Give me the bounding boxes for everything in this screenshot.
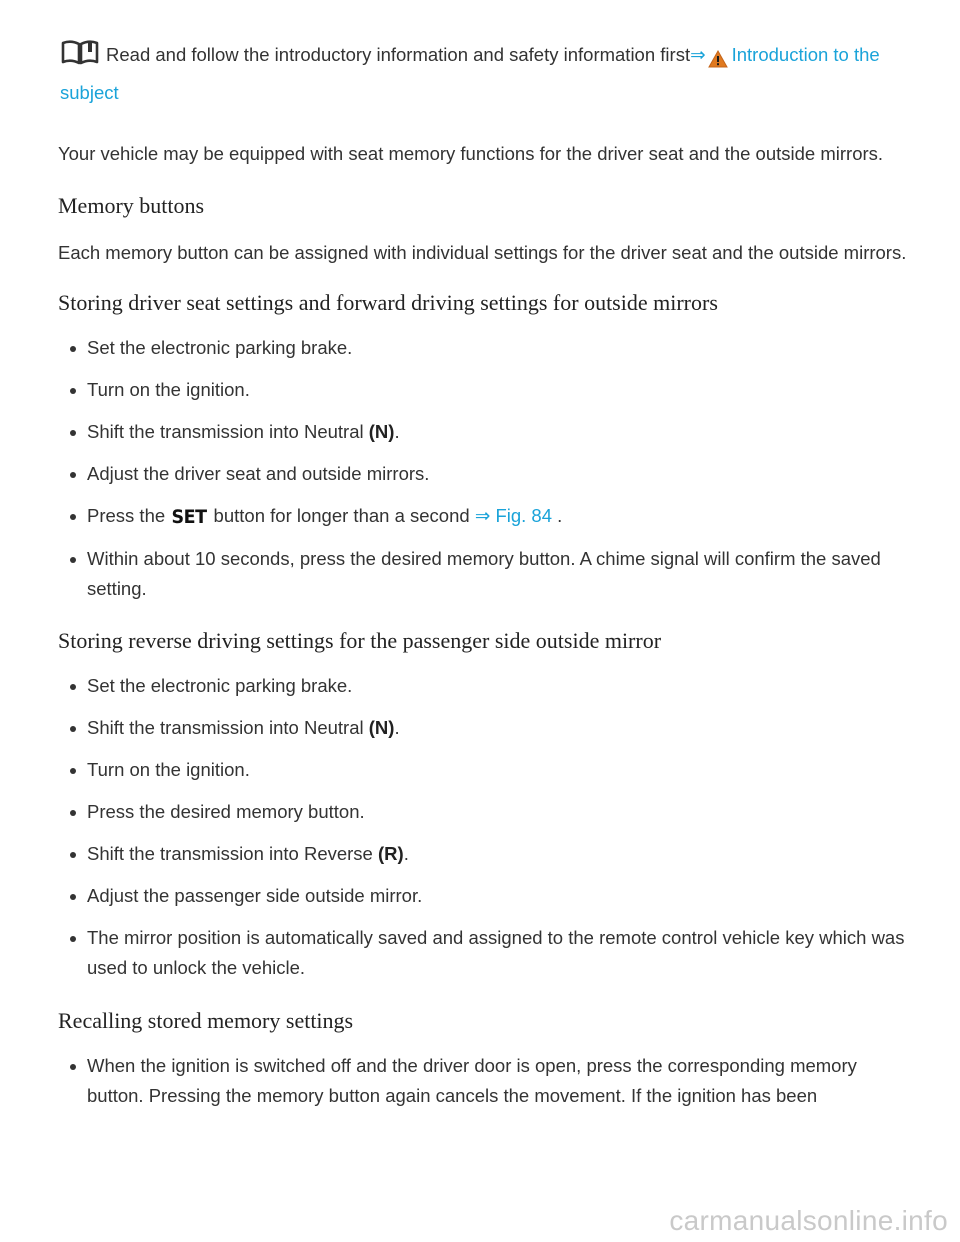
recalling-list: [58, 1051, 908, 1111]
heading-storing-reverse: Storing reverse driving settings for the passenger side outside mirror: [58, 628, 662, 653]
bullet-icon: [70, 514, 76, 520]
intro-link[interactable]: Introduction to the subject: [60, 44, 880, 103]
list-item: Press the desired memory button.: [58, 797, 908, 827]
overview-text: Your vehicle may be equipped with seat memory functions for the driver seat and the outside mirrors.: [58, 143, 884, 164]
bullet-icon: [70, 472, 76, 478]
intro-arrow[interactable]: ⇒: [690, 44, 706, 65]
warning-triangle-icon: [708, 48, 728, 78]
set-button-icon: SET: [171, 506, 207, 528]
heading-memory-buttons: Memory buttons: [58, 193, 205, 218]
bullet-icon: [70, 1064, 76, 1070]
bullet-icon: [70, 726, 76, 732]
bullet-icon: [70, 810, 76, 816]
list-item: Shift the transmission into Reverse (R).: [58, 839, 908, 869]
list-item: Shift the transmission into Neutral (N).: [58, 417, 908, 447]
list-item: Adjust the driver seat and outside mirrors.: [58, 459, 908, 489]
manual-page: [58, 40, 908, 1111]
list-item: Turn on the ignition.: [58, 375, 908, 405]
list-item: Press the SET button for longer than a second ⇒ Fig. 84 .: [58, 501, 908, 532]
list-item: Turn on the ignition.: [58, 755, 908, 785]
neutral-code: (N): [368, 421, 395, 442]
bullet-icon: [70, 894, 76, 900]
intro-notice: [58, 40, 908, 108]
bullet-icon: [70, 684, 76, 690]
list-item: Within about 10 seconds, press the desired memory button. A chime signal will confirm the saved setting.: [58, 544, 908, 604]
book-icon: [60, 40, 100, 75]
list-item: Shift the transmission into Neutral (N).: [58, 713, 908, 743]
bullet-icon: [70, 557, 76, 563]
storing-driver-list: [58, 333, 908, 604]
watermark: carmanualsonline.info: [669, 1205, 948, 1236]
intro-text: Read and follow the introductory information and safety information first: [106, 44, 691, 65]
memory-buttons-text: Each memory button can be assigned with individual settings for the driver seat and the outside mirrors.: [58, 242, 907, 263]
list-item: When the ignition is switched off and the driver door is open, press the corresponding memory button. Pressing the memory button again cancels the movement. If the ignition has been: [58, 1051, 908, 1111]
bullet-icon: [70, 430, 76, 436]
neutral-code: (N): [368, 717, 395, 738]
bullet-icon: [70, 936, 76, 942]
list-item: Set the electronic parking brake.: [58, 671, 908, 701]
storing-reverse-list: [58, 671, 908, 983]
list-item: Set the electronic parking brake.: [58, 333, 908, 363]
list-item: The mirror position is automatically saved and assigned to the remote control vehicle key which was used to unlock the vehicle.: [58, 923, 908, 983]
bullet-icon: [70, 346, 76, 352]
list-item: Adjust the passenger side outside mirror.: [58, 881, 908, 911]
heading-storing-driver: Storing driver seat settings and forward driving settings for outside mirrors: [58, 290, 718, 315]
bullet-icon: [70, 768, 76, 774]
reverse-code: (R): [378, 843, 404, 864]
bullet-icon: [70, 852, 76, 858]
bullet-icon: [70, 388, 76, 394]
fig-84-link[interactable]: ⇒ Fig. 84: [474, 505, 553, 526]
heading-recalling: Recalling stored memory settings: [58, 1008, 354, 1033]
